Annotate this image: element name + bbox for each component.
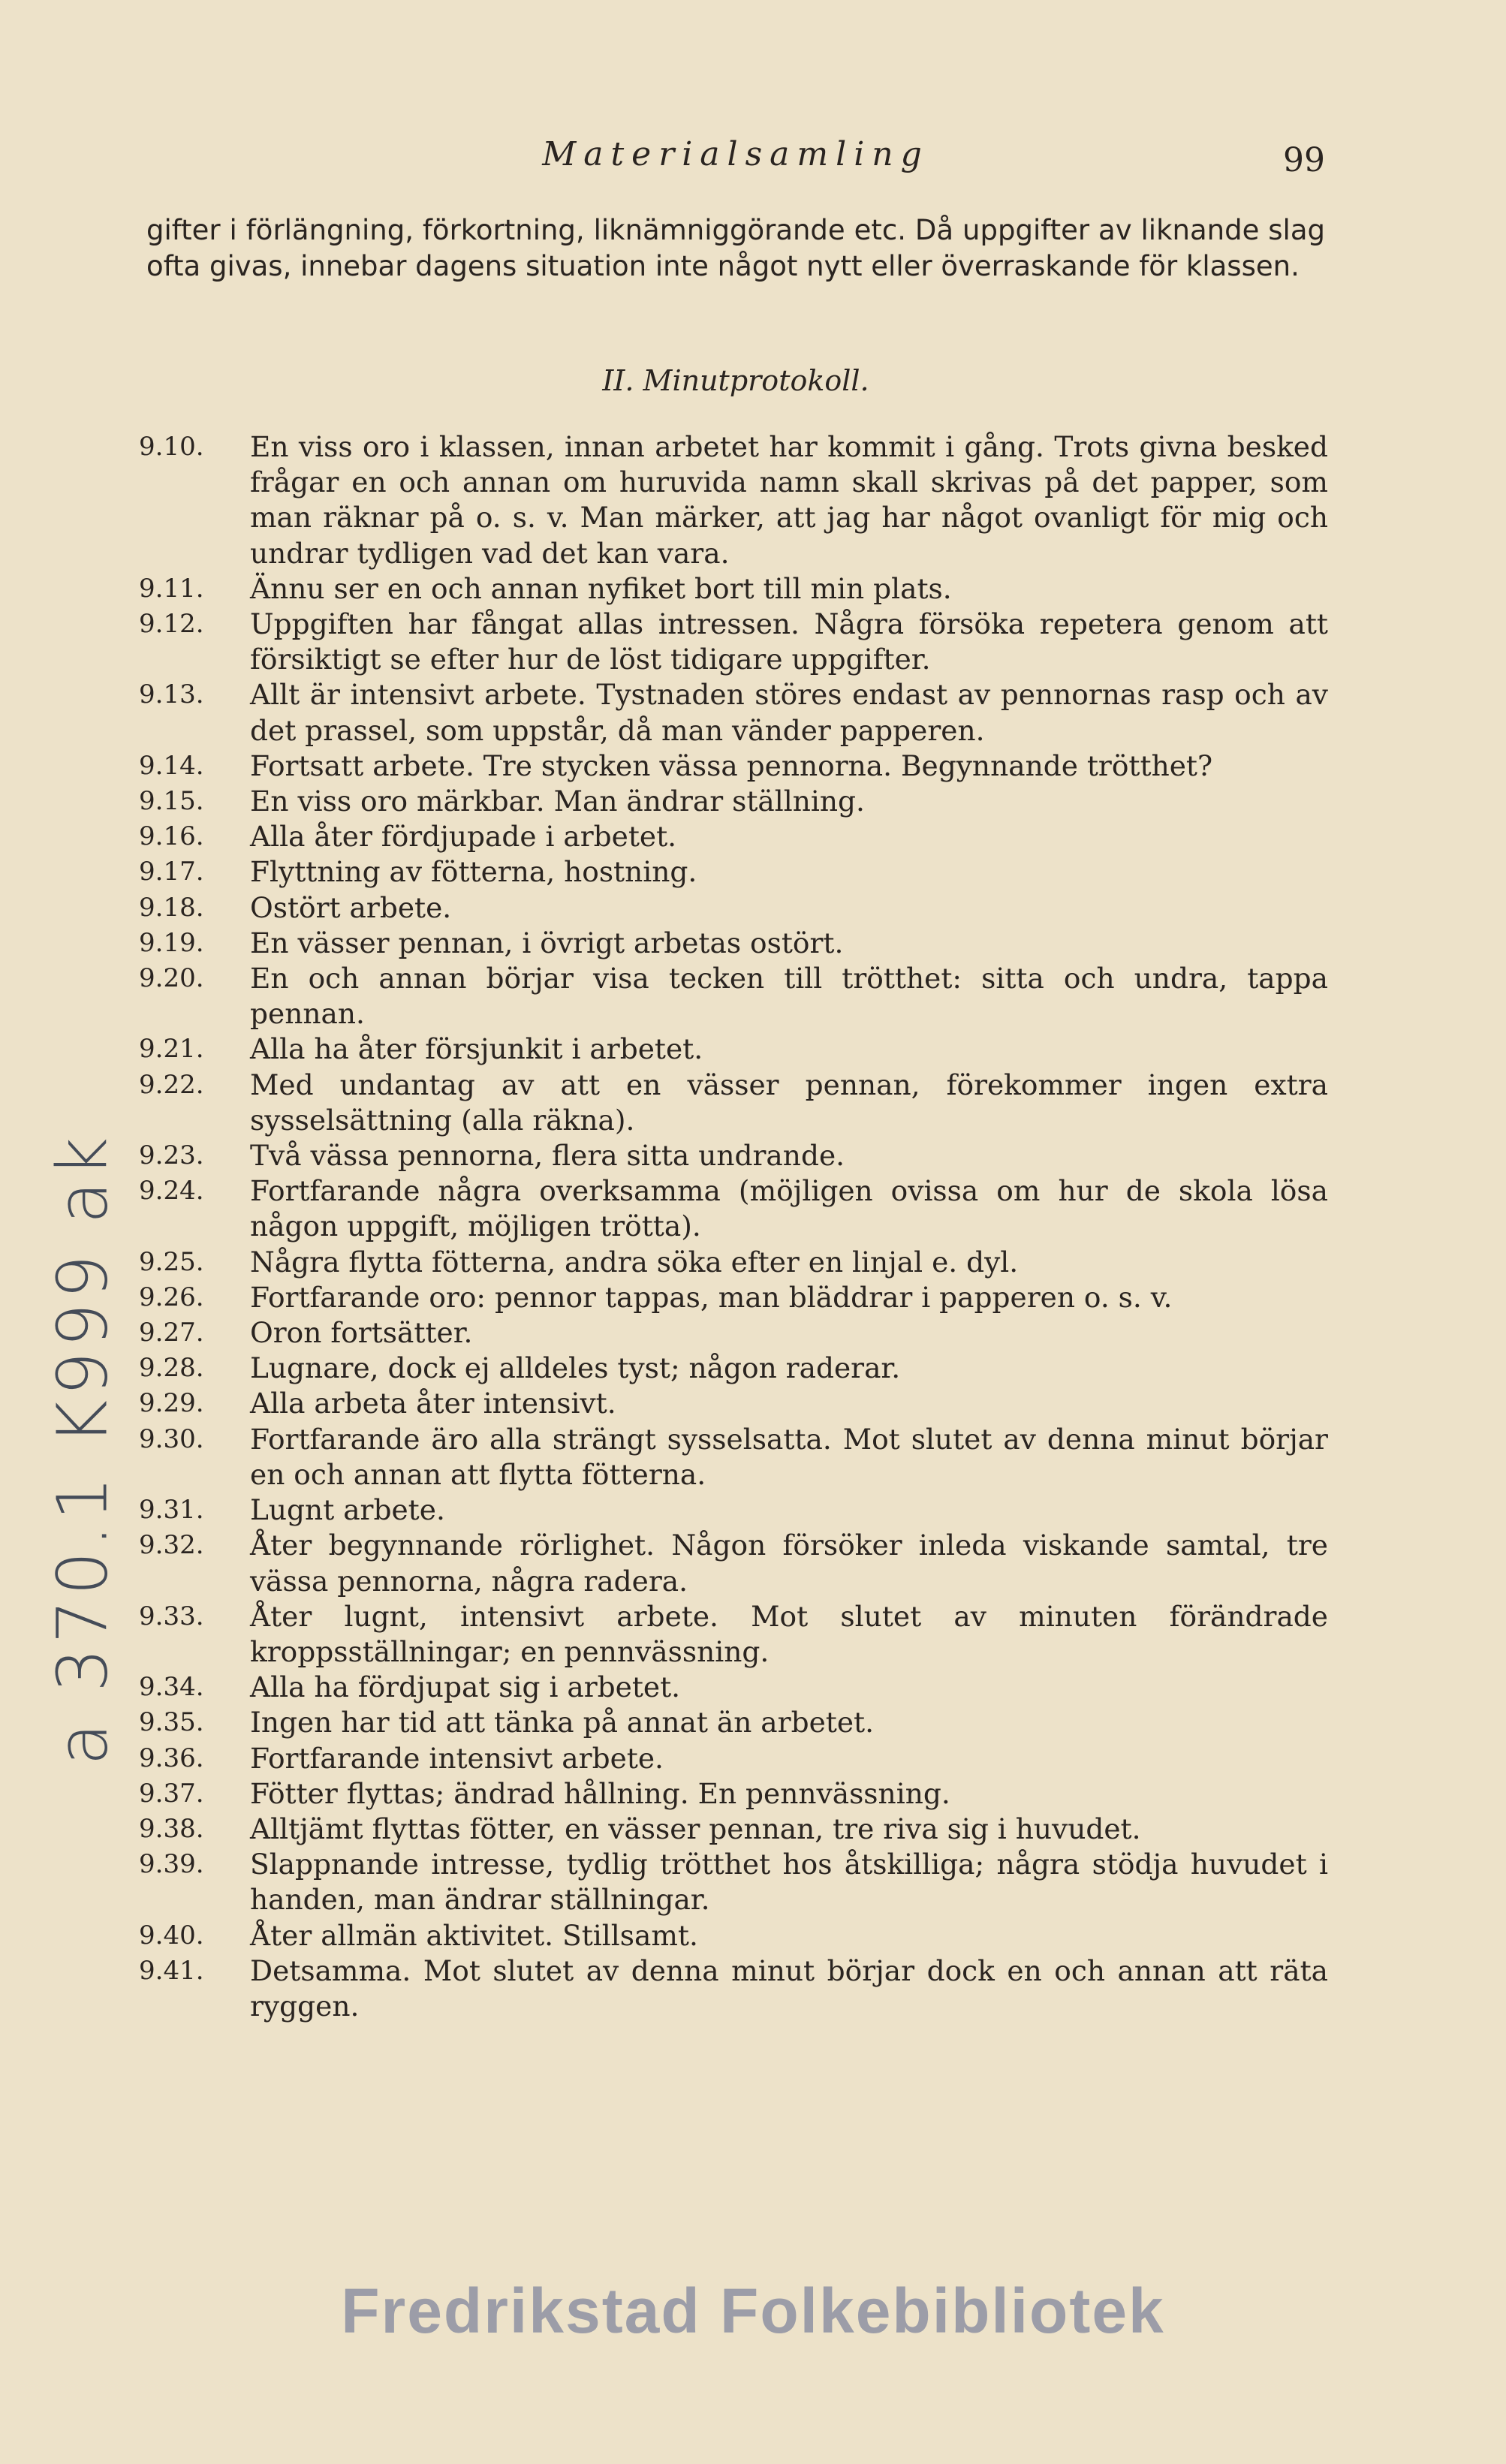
entry-text: Allt är intensivt arbete. Tystnaden störes endast av pennornas rasp och av det prassel, som uppstår, då man vänder papperen. xyxy=(250,678,1328,747)
entry-text: Uppgiften har fångat allas intressen. Några försöka repetera genom att försiktigt se efter hur de löst tidigare uppgifter. xyxy=(250,607,1328,676)
entry-text: Lugnare, dock ej alldeles tyst; någon raderar. xyxy=(250,1351,901,1385)
entry-time: 9.10. xyxy=(139,432,204,462)
entry-text: Fortfarande intensivt arbete. xyxy=(250,1741,664,1775)
entry-text: Två vässa pennorna, flera sitta undrande. xyxy=(250,1139,845,1173)
protocol-entry xyxy=(139,1670,1328,1705)
protocol-entry xyxy=(139,890,1328,926)
protocol-entry xyxy=(139,854,1328,890)
entry-time: 9.11. xyxy=(139,573,204,604)
entry-text: Alltjämt flyttas fötter, en vässer pennan, tre riva sig i huvudet. xyxy=(250,1812,1141,1845)
protocol-entry xyxy=(139,784,1328,819)
protocol-entry xyxy=(139,429,1328,571)
protocol-entry xyxy=(139,1812,1328,1847)
entry-time: 9.16. xyxy=(139,821,204,852)
protocol-entry xyxy=(139,1068,1328,1138)
entry-text: En viss oro i klassen, innan arbetet har kommit i gång. Trots givna besked frågar en och annan om huruvida namn skall skrivas på det papper, som man räknar på o. s. v. Man märker, att jag har något ovanligt för mig och undrar tydligen vad det kan vara. xyxy=(250,430,1328,570)
protocol-entry xyxy=(139,1847,1328,1917)
entry-time: 9.13. xyxy=(139,679,204,710)
entry-text: En vässer pennan, i övrigt arbetas ostört. xyxy=(250,926,844,959)
entry-time: 9.21. xyxy=(139,1034,204,1065)
protocol-entry xyxy=(139,1493,1328,1528)
running-header-title: Materialsamling xyxy=(542,135,929,173)
protocol-entry xyxy=(139,607,1328,677)
library-stamp: Fredrikstad Folkebibliotek xyxy=(341,2276,1165,2346)
section-heading: II. Minutprotokoll. xyxy=(602,364,869,397)
entry-text: Åter lugnt, intensivt arbete. Mot slutet av minuten förändrade kroppsställningar; en pennvässning. xyxy=(250,1599,1328,1668)
protocol-entry xyxy=(139,926,1328,961)
protocol-entry xyxy=(139,1528,1328,1598)
protocol-entry xyxy=(139,1173,1328,1244)
entry-text: Fortsatt arbete. Tre stycken vässa pennorna. Begynnande trötthet? xyxy=(250,749,1213,782)
entry-text: Fortfarande oro: pennor tappas, man bläddrar i papperen o. s. v. xyxy=(250,1280,1173,1314)
protocol-entry xyxy=(139,677,1328,748)
entry-text: Oron fortsätter. xyxy=(250,1316,473,1350)
entry-time: 9.33. xyxy=(139,1601,204,1631)
entry-time: 9.40. xyxy=(139,1920,204,1950)
entry-text: Några flytta fötterna, andra söka efter en linjal e. dyl. xyxy=(250,1245,1019,1279)
entry-text: Alla åter fördjupade i arbetet. xyxy=(250,820,677,854)
entry-time: 9.38. xyxy=(139,1813,204,1844)
entry-text: Detsamma. Mot slutet av denna minut börjar dock en och annan att räta ryggen. xyxy=(250,1953,1328,2023)
entry-time: 9.36. xyxy=(139,1743,204,1773)
protocol-entry xyxy=(139,1422,1328,1493)
entry-text: Åter allmän aktivitet. Stillsamt. xyxy=(250,1918,698,1952)
entry-text: Alla ha åter försjunkit i arbetet. xyxy=(250,1032,703,1066)
protocol-entry xyxy=(139,1599,1328,1670)
entry-time: 9.32. xyxy=(139,1530,204,1561)
entry-time: 9.18. xyxy=(139,892,204,923)
protocol-entry xyxy=(139,1776,1328,1812)
entry-time: 9.20. xyxy=(139,963,204,994)
entry-time: 9.19. xyxy=(139,927,204,958)
protocol-entry xyxy=(139,1315,1328,1351)
entry-time: 9.15. xyxy=(139,786,204,817)
handwritten-shelf-mark: a 370.1 K999 ak xyxy=(42,1132,123,1766)
entry-text: Alla ha fördjupat sig i arbetet. xyxy=(250,1670,681,1704)
entry-time: 9.27. xyxy=(139,1318,204,1348)
entry-text: Ostört arbete. xyxy=(250,890,452,924)
intro-text: gifter i förlängning, förkortning, liknämniggörande etc. Då uppgifter av liknande slag ofta givas, innebar dagens situation inte något nytt eller överraskande för klassen. xyxy=(146,214,1325,282)
protocol-entry xyxy=(139,749,1328,784)
entry-time: 9.26. xyxy=(139,1282,204,1312)
protocol-entry xyxy=(139,1741,1328,1776)
entry-text: Fortfarande några overksamma (möjligen ovissa om hur de skola lösa någon uppgift, möjligen trötta). xyxy=(250,1174,1328,1243)
page-number: 99 xyxy=(1283,141,1325,179)
protocol-entry xyxy=(139,1705,1328,1740)
entry-time: 9.31. xyxy=(139,1495,204,1526)
entry-text: Flyttning av fötterna, hostning. xyxy=(250,855,697,889)
entry-text: En och annan börjar visa tecken till trötthet: sitta och undra, tappa pennan. xyxy=(250,962,1328,1031)
entry-time: 9.25. xyxy=(139,1246,204,1277)
protocol-entry xyxy=(139,1280,1328,1315)
entry-text: Ännu ser en och annan nyfiket bort till min plats. xyxy=(250,571,952,605)
protocol-entry xyxy=(139,1138,1328,1173)
entry-text: Lugnt arbete. xyxy=(250,1493,445,1527)
entry-time: 9.22. xyxy=(139,1069,204,1100)
protocol-entry xyxy=(139,1386,1328,1421)
entry-time: 9.35. xyxy=(139,1707,204,1738)
entry-time: 9.39. xyxy=(139,1849,204,1880)
running-header xyxy=(146,128,1325,188)
protocol-entry xyxy=(139,1032,1328,1067)
minute-protocol-list xyxy=(139,429,1328,2024)
entry-text: Fortfarande äro alla strängt sysselsatta. Mot slutet av denna minut börjar en och annan att flytta fötterna. xyxy=(250,1422,1328,1491)
protocol-entry xyxy=(139,819,1328,854)
entry-time: 9.37. xyxy=(139,1778,204,1809)
entry-text: Fötter flyttas; ändrad hållning. En pennvässning. xyxy=(250,1776,950,1810)
entry-time: 9.34. xyxy=(139,1672,204,1703)
entry-time: 9.17. xyxy=(139,857,204,887)
entry-time: 9.24. xyxy=(139,1176,204,1206)
protocol-entry xyxy=(139,1953,1328,2024)
entry-text: Ingen har tid att tänka på annat än arbetet. xyxy=(250,1706,875,1740)
entry-time: 9.29. xyxy=(139,1388,204,1419)
entry-time: 9.14. xyxy=(139,750,204,781)
entry-text: En viss oro märkbar. Man ändrar ställning. xyxy=(250,785,865,818)
protocol-entry xyxy=(139,1245,1328,1280)
entry-text: Med undantag av att en vässer pennan, förekommer ingen extra sysselsättning (alla räkna). xyxy=(250,1068,1328,1137)
entry-text: Alla arbeta åter intensivt. xyxy=(250,1387,616,1420)
entry-time: 9.28. xyxy=(139,1353,204,1384)
entry-time: 9.30. xyxy=(139,1423,204,1454)
protocol-entry xyxy=(139,571,1328,607)
entry-time: 9.12. xyxy=(139,609,204,640)
protocol-entry xyxy=(139,1351,1328,1386)
entry-text: Åter begynnande rörlighet. Någon försöker inleda viskande samtal, tre vässa pennorna, några radera. xyxy=(250,1529,1328,1598)
entry-time: 9.41. xyxy=(139,1955,204,1986)
entry-text: Slappnande intresse, tydlig trötthet hos åtskilliga; några stödja huvudet i handen, man ändrar ställningar. xyxy=(250,1848,1328,1917)
protocol-entry xyxy=(139,961,1328,1032)
protocol-entry xyxy=(139,1918,1328,1953)
intro-paragraph xyxy=(146,212,1325,285)
entry-time: 9.23. xyxy=(139,1140,204,1171)
